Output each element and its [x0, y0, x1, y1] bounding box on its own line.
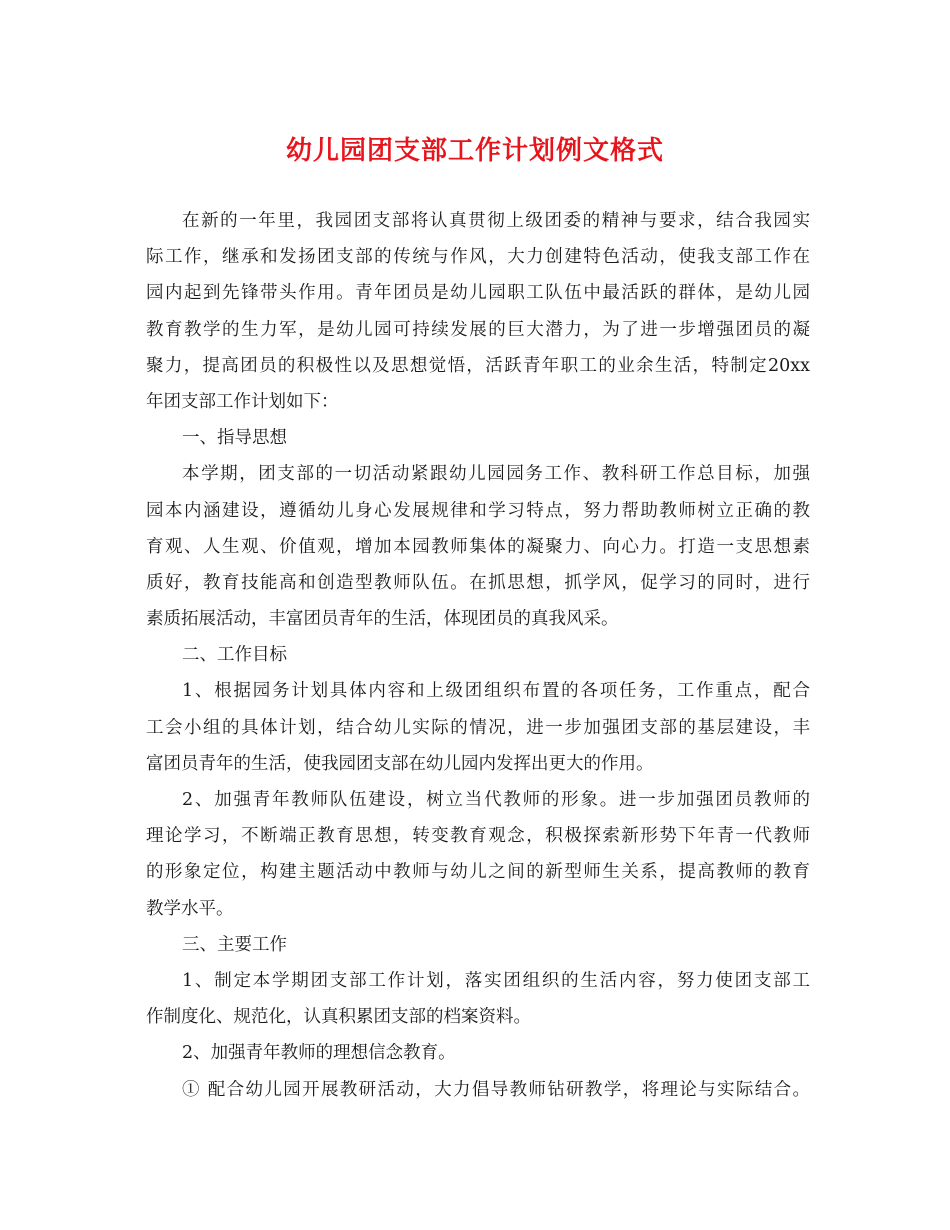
- section-heading: 一、指导思想: [182, 428, 287, 449]
- paragraph-line: 1、制定本学期团支部工作计划，落实团组织的生活内容，努力使团支部工: [182, 970, 810, 991]
- paragraph-line: 园内起到先锋带头作用。青年团员是幼儿园职工队伍中最活跃的群体，是幼儿园: [146, 283, 810, 304]
- paragraph-line: 理论学习，不断端正教育思想，转变教育观念，积极探索新形势下年青一代教师: [146, 826, 810, 847]
- paragraph-line: 聚力，提高团员的积极性以及思想觉悟，活跃青年职工的业余生活，特制定20xx: [146, 355, 810, 376]
- paragraph-line: 的形象定位，构建主题活动中教师与幼儿之间的新型师生关系，提高教师的教育: [146, 862, 810, 883]
- paragraph-line: 本学期，团支部的一切活动紧跟幼儿园园务工作、教科研工作总目标，加强: [182, 464, 810, 485]
- paragraph-line: 2、加强青年教师的理想信念教育。: [182, 1043, 456, 1064]
- section-heading: 三、主要工作: [182, 934, 287, 955]
- section-heading: 二、工作目标: [182, 645, 287, 666]
- paragraph-line: ① 配合幼儿园开展教研活动，大力倡导教师钻研教学，将理论与实际结合。: [182, 1079, 810, 1100]
- paragraph-line: 2、加强青年教师队伍建设，树立当代教师的形象。进一步加强团员教师的: [182, 790, 810, 810]
- paragraph-line: 在新的一年里，我园团支部将认真贯彻上级团委的精神与要求，结合我园实: [182, 211, 810, 231]
- paragraph-line: 素质拓展活动，丰富团员青年的生活，体现团员的真我风采。: [146, 609, 619, 630]
- paragraph-line: 富团员青年的生活，使我园团支部在幼儿园内发挥出更大的作用。: [146, 753, 654, 774]
- paragraph-line: 园本内涵建设，遵循幼儿身心发展规律和学习特点，努力帮助教师树立正确的教: [146, 500, 810, 521]
- paragraph-line: 育观、人生观、价值观，增加本园教师集体的凝聚力、向心力。打造一支思想素: [146, 536, 810, 557]
- paragraph-line: 教学水平。: [146, 898, 234, 919]
- paragraph-line: 际工作，继承和发扬团支部的传统与作风，大力创建特色活动，使我支部工作在: [146, 247, 810, 268]
- paragraph-line: 教育教学的生力军，是幼儿园可持续发展的巨大潜力，为了进一步增强团员的凝: [146, 319, 810, 340]
- paragraph-line: 质好，教育技能高和创造型教师队伍。在抓思想，抓学风，促学习的同时，进行: [146, 572, 810, 593]
- document-body: [146, 203, 810, 1108]
- document-title: 幼儿园团支部工作计划例文格式: [285, 136, 664, 166]
- paragraph-line: 1、根据园务计划具体内容和上级团组织布置的各项任务，工作重点，配合: [182, 681, 810, 702]
- paragraph-line: 作制度化、规范化，认真积累团支部的档案资料。: [146, 1007, 531, 1028]
- paragraph-line: 工会小组的具体计划，结合幼儿实际的情况，进一步加强团支部的基层建设，丰: [146, 717, 810, 738]
- paragraph-line: 年团支部工作计划如下：: [146, 391, 339, 412]
